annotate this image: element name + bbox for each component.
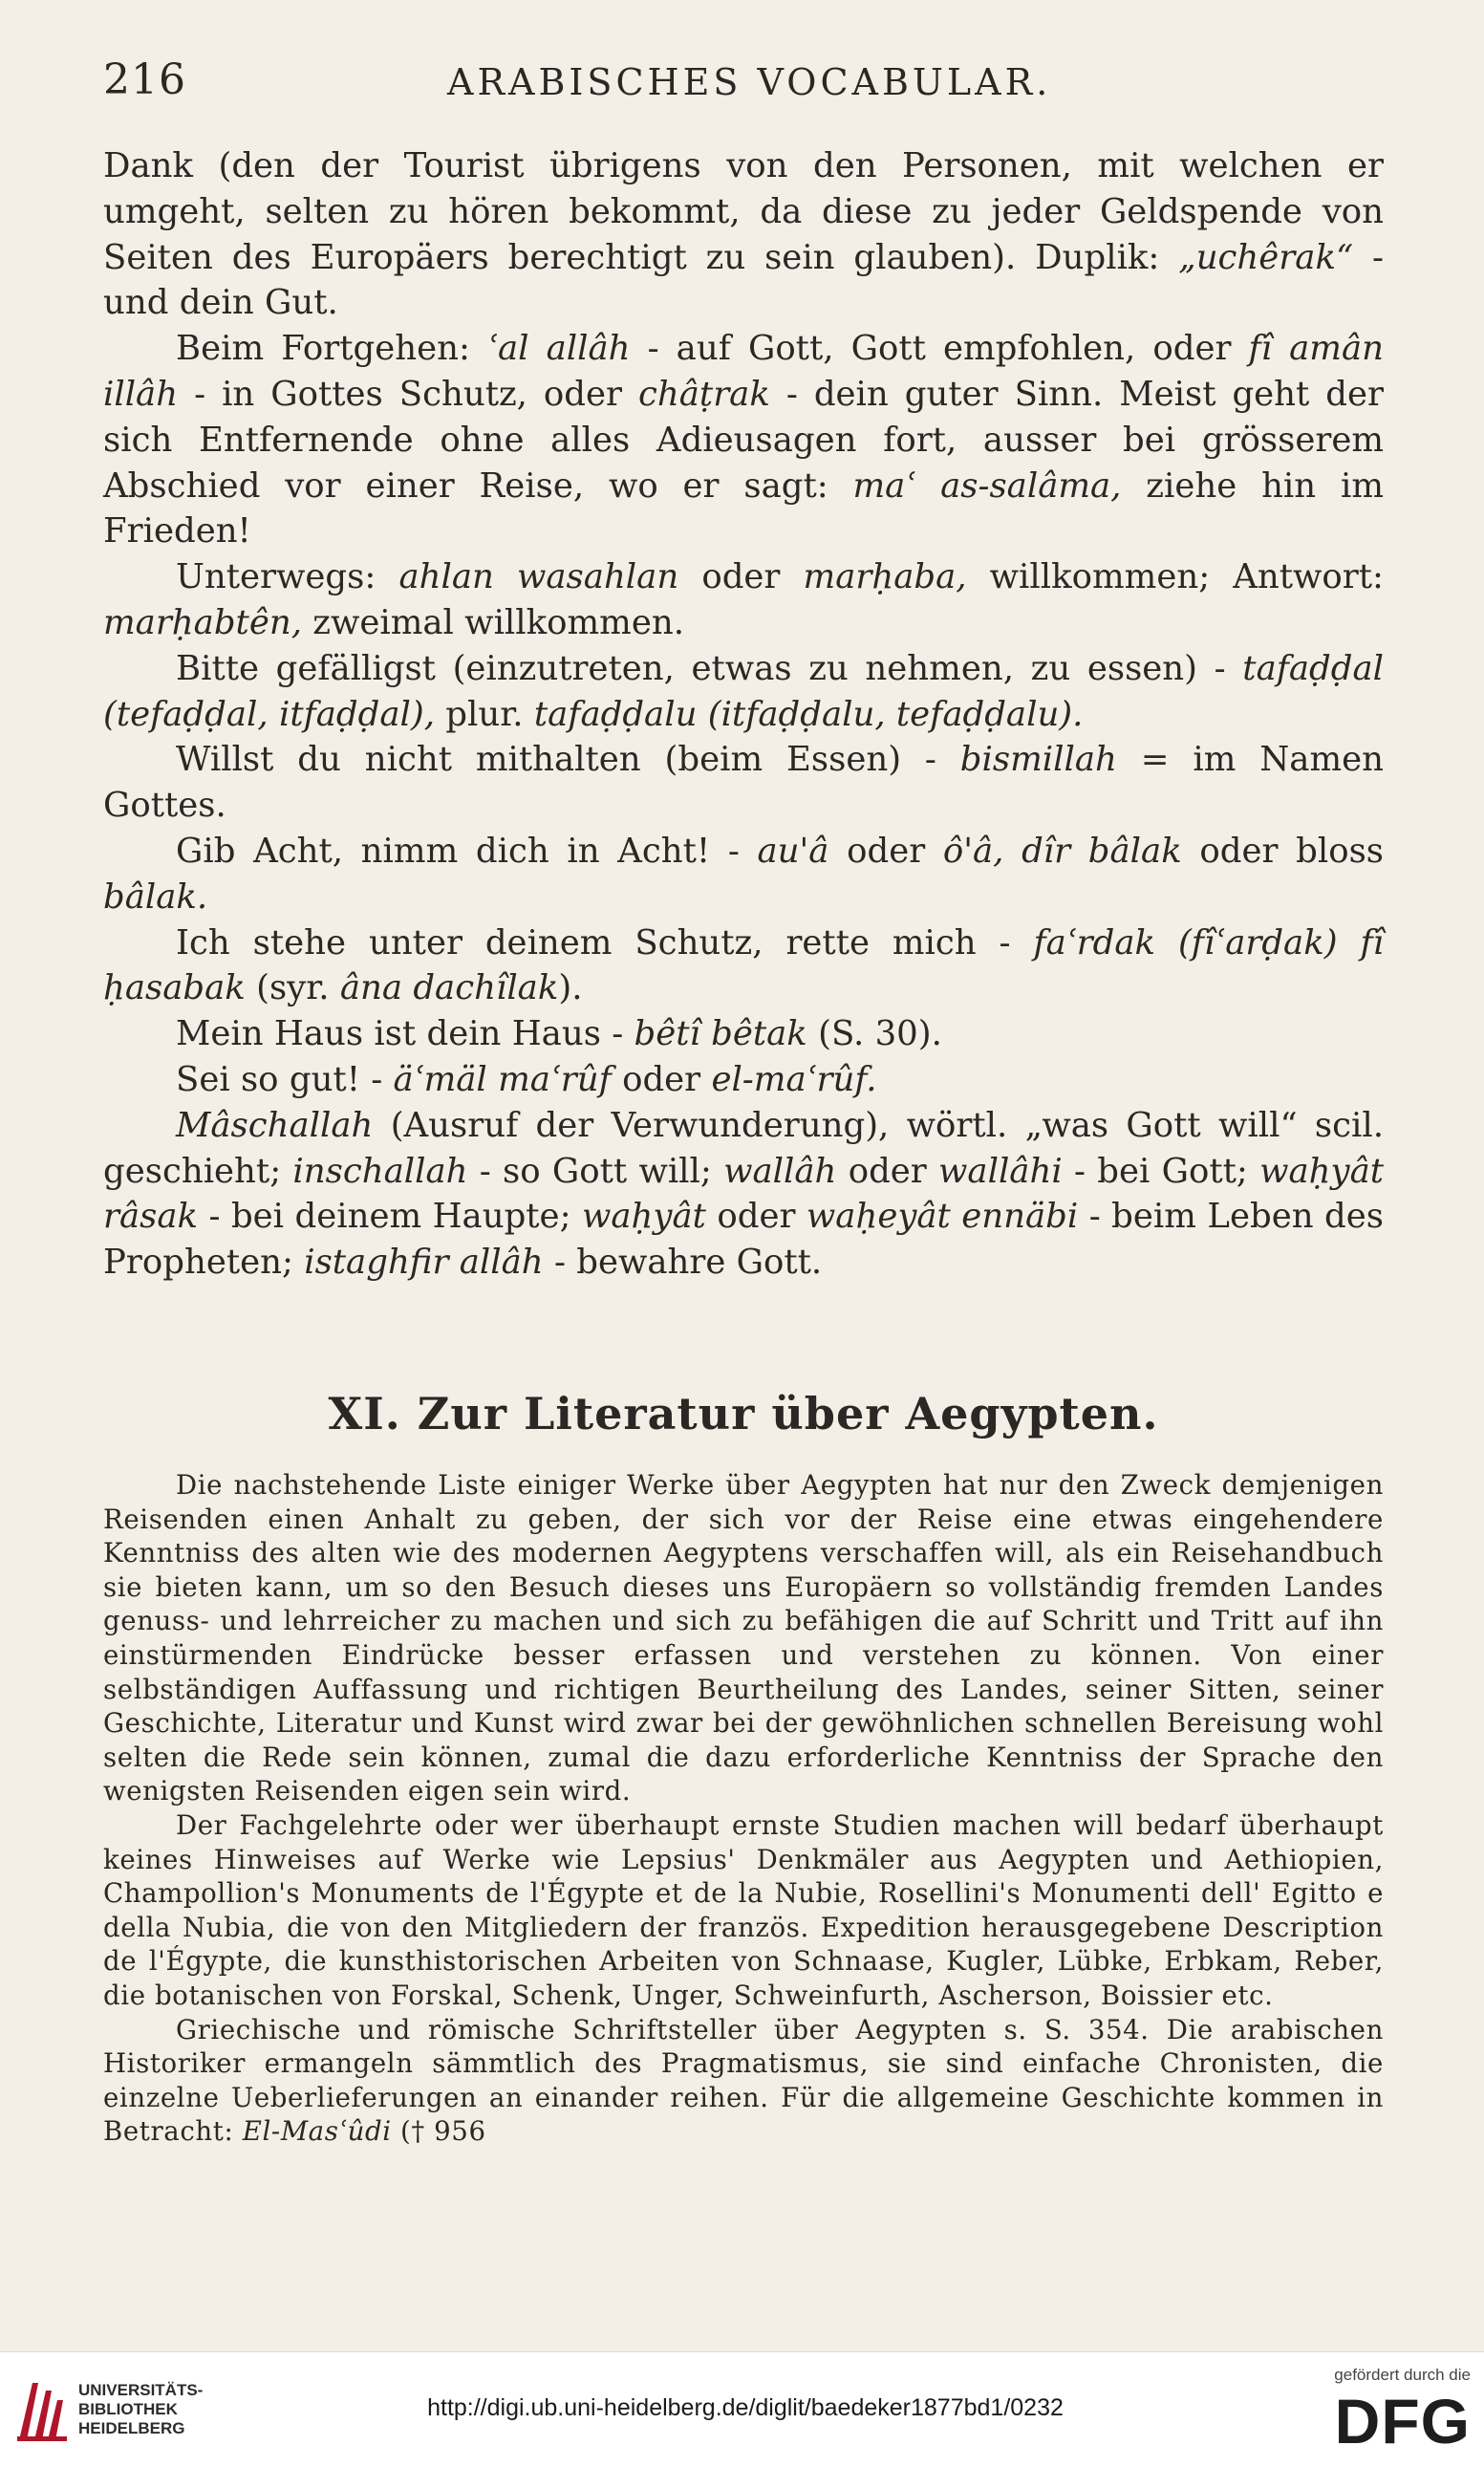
italic-term: maʿ as-salâma,: [852, 465, 1122, 506]
dfg-wordmark: DFG: [1334, 2386, 1471, 2456]
dfg-logo[interactable]: [1280, 2366, 1471, 2457]
italic-term: bêtî bêtak: [634, 1014, 807, 1054]
text-run: (S. 30).: [807, 1014, 942, 1054]
paragraph: [103, 1057, 1384, 1103]
italic-term: marḥaba,: [803, 557, 967, 597]
running-title: ARABISCHES VOCABULAR.: [447, 61, 1052, 103]
text-run: - so Gott will;: [467, 1151, 724, 1191]
italic-term: wallâh: [723, 1151, 837, 1191]
text-run: oder: [836, 1151, 939, 1191]
viewer-footer: [0, 2351, 1484, 2467]
section-text: [103, 1468, 1384, 2149]
section-title: XI. Zur Literatur über Aegypten.: [328, 1388, 1159, 1439]
text-run: Mein Haus ist dein Haus -: [176, 1014, 634, 1054]
italic-term: au'â: [757, 831, 829, 871]
italic-term: ʿal allâh: [487, 329, 631, 369]
italic-term: fî amân illâh: [103, 329, 1384, 414]
paragraph: [103, 1808, 1384, 2013]
text-run: Die nachstehende Liste einiger Werke über Aegypten hat nur den Zweck demjenigen Reisenden einen Anhalt zu geben, der sich vor der Reise eine etwas eingehendere Kenntniss des alten wie des modernen Aegyptens verschaffen will, als ein Reisehandbuch sie bieten kann, um so den Besuch dieses uns Europäern so vollständig fremden Landes genuss- und lehrreicher zu machen und sich zu befähigen die auf Schritt und Tritt auf ihn einstürmenden Eindrücke besser erfassen und verstehen zu können. Von einer selbständigen Auffassung und richtigen Beurtheilung des Landes, seiner Sitten, seiner Geschichte, Literatur und Kunst wird zwar bei der gewöhnlichen schnellen Bereisung wohl selten die Rede sein können, zumal die dazu erforderliche Kenntniss der Sprache den wenigsten Reisenden eigen sein wird.: [103, 1469, 1384, 1807]
text-run: oder: [611, 1059, 712, 1099]
italic-term: inschallah: [292, 1151, 468, 1191]
text-run: Unterwegs:: [176, 557, 399, 597]
text-run: Gib Acht, nimm dich in Acht! -: [176, 831, 758, 871]
italic-term: bismillah: [959, 740, 1117, 780]
text-run: willkommen; Antwort:: [966, 557, 1384, 597]
paragraph: [103, 1011, 1384, 1057]
text-run: Bitte gefälligst (einzutreten, etwas zu nehmen, zu essen) -: [176, 648, 1243, 688]
text-run: oder bloss: [1181, 831, 1384, 871]
text-run: Griechische und römische Schriftsteller über Aegypten s. S. 354. Die arabischen Historiker ermangeln sämmtlich des Pragmatismus, sie sind einfache Chronisten, die einzelne Ueberlieferungen an einander reihen. Für die allgemeine Geschichte kommen in Betracht:: [103, 2013, 1384, 2148]
text-run: Dank (den der Tourist übrigens von den Personen, mit welchen er umgeht, selten zu hören bekommt, da diese zu jeder Geldspende von Seiten des Europäers berechtigt zu sein glauben). Duplik:: [103, 146, 1384, 277]
italic-term: waḥyât râsak: [103, 1151, 1384, 1237]
italic-term: bâlak.: [103, 876, 208, 917]
text-run: - dein guter Sinn. Meist geht der sich Entfernende ohne alles Adieusagen fort, ausser bei grösserem Abschied vor einer Reise, wo er sagt:: [103, 374, 1385, 506]
text-run: ).: [558, 968, 583, 1008]
page-number: 216: [103, 55, 186, 104]
italic-term: Mâschallah: [176, 1105, 374, 1145]
text-run: zweimal willkommen.: [301, 602, 685, 642]
italic-term: faʿrdak (fîʿarḍak) fî ḥasabak: [103, 922, 1384, 1008]
library-name-line: UNIVERSITÄTS-: [78, 2381, 204, 2399]
library-logo[interactable]: [15, 2375, 206, 2452]
italic-term: waḥyât: [582, 1197, 706, 1237]
paragraph: [103, 326, 1384, 554]
page-header: [103, 55, 1384, 113]
paragraph: [103, 1468, 1384, 1808]
text-run: Der Fachgelehrte oder wer überhaupt ernste Studien machen will bedarf überhaupt keines Hinweises auf Werke wie Lepsius' Denkmäler aus Aegypten und Aethiopien, Champollion's Monuments de l'Égypte et de la Nubie, Rosellini's Monumenti dell' Egitto e della Nubia, die von den Mitgliedern der französ. Expedition herausgegebene Description de l'Égypte, die kunsthistorischen Arbeiten von Schnaase, Kugler, Lübke, Erbkam, Reber, die botanischen von Forskal, Schenk, Unger, Schweinfurth, Ascherson, Boissier etc.: [103, 1808, 1384, 2011]
italic-term: istaghfir allâh: [304, 1243, 544, 1283]
text-run: Willst du nicht mithalten (beim Essen) -: [176, 740, 960, 780]
paragraph: [103, 554, 1384, 646]
text-run: - bewahre Gott.: [543, 1243, 823, 1283]
text-run: Beim Fortgehen:: [176, 329, 488, 369]
italic-term: wallâhi: [938, 1151, 1063, 1191]
italic-term: waḥeyât ennäbi: [806, 1197, 1079, 1237]
library-name-line: HEIDELBERG: [78, 2419, 185, 2437]
italic-term: âna dachîlak: [339, 968, 559, 1008]
paragraph: [103, 2013, 1384, 2149]
italic-term: tafaḍḍalu (itfaḍḍalu, tefaḍḍalu).: [533, 694, 1084, 734]
library-seal-icon: [15, 2377, 71, 2444]
text-run: oder: [828, 831, 943, 871]
text-run: (syr.: [245, 968, 340, 1008]
text-run: Sei so gut! -: [176, 1059, 394, 1099]
italic-term: tafaḍḍal (tefaḍḍal, itfaḍḍal),: [103, 648, 1384, 734]
italic-term: châṭrak: [638, 374, 770, 414]
paragraph: [103, 920, 1384, 1012]
text-run: oder: [678, 557, 804, 597]
text-run: (Ausruf der Verwunderung), wörtl. „was Gott will“ scil. geschieht;: [103, 1105, 1384, 1191]
body-text: [103, 143, 1384, 1286]
italic-term: ô'â, dîr bâlak: [942, 831, 1182, 871]
text-run: = im Namen Gottes.: [103, 740, 1384, 826]
paragraph: [103, 143, 1384, 326]
text-run: - bei Gott;: [1062, 1151, 1260, 1191]
text-run: - und dein Gut.: [103, 237, 1385, 323]
text-run: - bei deinem Haupte;: [198, 1197, 582, 1237]
italic-term: ahlan wasahlan: [398, 557, 679, 597]
text-run: - beim Leben des Propheten;: [103, 1197, 1384, 1283]
paragraph: [103, 737, 1384, 829]
italic-term: marḥabtên,: [103, 602, 302, 642]
library-name: [78, 2381, 203, 2438]
italic-term: El-Masʿûdi: [242, 2115, 392, 2148]
text-run: - in Gottes Schutz, oder: [178, 374, 639, 414]
text-run: ziehe hin im Frieden!: [103, 465, 1384, 552]
italic-term: el-maʿrûf.: [711, 1059, 877, 1099]
text-run: oder: [705, 1197, 807, 1237]
paragraph: [103, 1103, 1384, 1286]
text-run: - auf Gott, Gott empfohlen, oder: [630, 329, 1249, 369]
paragraph: [103, 829, 1384, 920]
italic-term: „uchêrak“: [1178, 237, 1354, 277]
text-run: († 956: [391, 2115, 486, 2148]
permalink-url[interactable]: http://digi.ub.uni-heidelberg.de/diglit/baedeker1877bd1/0232: [427, 2394, 1064, 2421]
library-name-line: BIBLIOTHEK: [78, 2400, 178, 2418]
text-run: Ich stehe unter deinem Schutz, rette mich -: [176, 922, 1034, 963]
italic-term: äʿmäl maʿrûf: [393, 1059, 612, 1099]
funding-caption: gefördert durch die: [1334, 2366, 1471, 2384]
text-run: plur.: [435, 694, 534, 734]
paragraph: [103, 646, 1384, 738]
